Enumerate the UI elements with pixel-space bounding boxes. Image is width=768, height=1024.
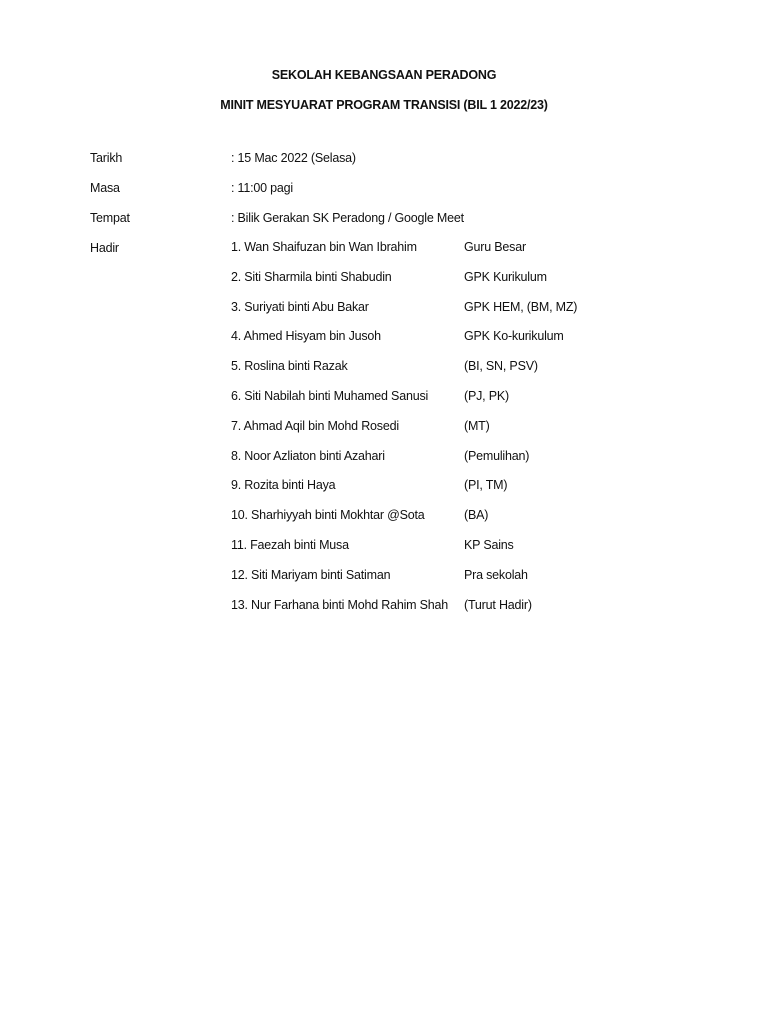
attendee-name: 11. Faezah binti Musa [231, 537, 349, 552]
attendee-role: GPK Ko-kurikulum [464, 329, 564, 344]
attendee-row [231, 389, 651, 419]
place-row [90, 211, 690, 241]
attendee-role: Pra sekolah [464, 567, 528, 582]
attendee-row [231, 240, 651, 270]
attendee-row [231, 598, 651, 628]
attendee-row [231, 449, 651, 479]
attendee-row [231, 538, 651, 568]
attendee-name: 6. Siti Nabilah binti Muhamed Sanusi [231, 388, 429, 403]
date-row [90, 151, 690, 181]
time-label: Masa [90, 181, 120, 195]
attendee-role: (PJ, PK) [464, 388, 509, 403]
attendee-row [231, 568, 651, 598]
attendee-row [231, 359, 651, 389]
attendee-row [231, 419, 651, 449]
attendee-role: (BI, SN, PSV) [464, 359, 538, 374]
attendee-role: GPK Kurikulum [464, 269, 547, 284]
attendance-label: Hadir [90, 241, 119, 255]
attendee-name: 9. Rozita binti Haya [231, 478, 336, 493]
time-row [90, 181, 690, 211]
attendee-role: (Turut Hadir) [464, 597, 532, 612]
attendee-name: 5. Roslina binti Razak [231, 359, 348, 374]
attendee-role: KP Sains [464, 537, 514, 552]
attendee-role: (BA) [464, 508, 489, 523]
attendee-role: (Pemulihan) [464, 448, 530, 463]
attendee-row [231, 478, 651, 508]
attendee-name: 10. Sharhiyyah binti Mokhtar @Sota [231, 508, 425, 523]
attendee-role: GPK HEM, (BM, MZ) [464, 299, 578, 314]
attendee-name: 7. Ahmad Aqil bin Mohd Rosedi [231, 418, 399, 433]
place-value: : Bilik Gerakan SK Peradong / Google Meet [231, 211, 464, 225]
place-label: Tempat [90, 211, 130, 225]
attendee-list [231, 240, 651, 627]
attendee-row [231, 329, 651, 359]
attendee-role: (PI, TM) [464, 478, 508, 493]
attendee-role: (MT) [464, 418, 490, 433]
attendee-name: 4. Ahmed Hisyam bin Jusoh [231, 329, 381, 344]
attendee-row [231, 508, 651, 538]
attendee-name: 1. Wan Shaifuzan bin Wan Ibrahim [231, 240, 417, 254]
date-label: Tarikh [90, 151, 123, 165]
attendee-row [231, 270, 651, 300]
attendee-name: 12. Siti Mariyam binti Satiman [231, 567, 391, 582]
school-title: SEKOLAH KEBANGSAAN PERADONG [271, 68, 497, 82]
attendee-name: 3. Suriyati binti Abu Bakar [231, 299, 369, 314]
attendee-name: 2. Siti Sharmila binti Shabudin [231, 269, 392, 284]
attendee-name: 8. Noor Azliaton binti Azahari [231, 448, 385, 463]
date-value: : 15 Mac 2022 (Selasa) [231, 151, 356, 165]
attendee-row [231, 300, 651, 330]
attendee-role: Guru Besar [464, 240, 526, 254]
meeting-title: MINIT MESYUARAT PROGRAM TRANSISI (BIL 1 2022/23) [220, 98, 548, 112]
time-value: : 11:00 pagi [231, 181, 294, 195]
attendee-name: 13. Nur Farhana binti Mohd Rahim Shah [231, 597, 449, 612]
